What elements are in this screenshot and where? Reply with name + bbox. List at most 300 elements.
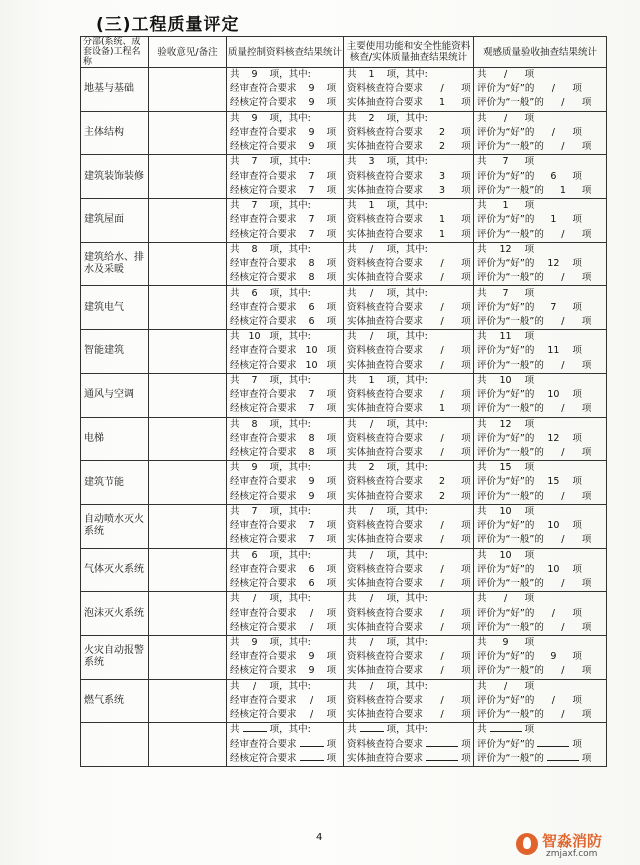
- label: 项: [326, 228, 337, 240]
- label: 项，其中:: [269, 243, 311, 255]
- label: 共: [477, 112, 487, 124]
- value-field: 7: [300, 213, 324, 227]
- label: 项，其中:: [386, 243, 428, 255]
- label: 共: [230, 243, 240, 255]
- value-field: /: [426, 446, 458, 460]
- label: 项: [461, 170, 471, 182]
- project-name-cell: 燃气系统: [81, 679, 149, 723]
- appearance-cell: [474, 461, 607, 505]
- value-field: /: [426, 388, 458, 402]
- label: 项: [581, 272, 592, 284]
- page-number: 4: [316, 832, 323, 843]
- label: 经审查符合要求: [230, 126, 297, 138]
- label: 实体抽查符合要求: [347, 359, 424, 371]
- label: 评价为“一般”的: [477, 665, 544, 677]
- label: 评价为“好”的: [477, 389, 535, 401]
- label: 经审查符合要求: [230, 83, 297, 95]
- label: 项: [461, 258, 471, 269]
- label: 共: [347, 331, 357, 343]
- label: 项: [524, 637, 535, 648]
- value-field: 11: [490, 330, 522, 344]
- value-field: 9: [300, 475, 324, 489]
- value-field: 3: [360, 155, 384, 169]
- value-field: /: [547, 664, 579, 678]
- label: 评价为“好”的: [477, 651, 535, 663]
- label: 项: [461, 228, 471, 240]
- value-field: [547, 760, 579, 761]
- project-name-cell: 地基与基础: [81, 68, 149, 112]
- project-name-cell: 建筑电气: [81, 286, 149, 330]
- label: 经审查符合要求: [230, 694, 297, 706]
- label: 共: [230, 156, 240, 168]
- project-name-cell: 自动喷水灭火系统: [81, 504, 149, 548]
- label: 项，其中:: [386, 462, 428, 474]
- label: 经核定符合要求: [230, 752, 297, 764]
- label: 项: [572, 432, 582, 444]
- label: 资料核查符合要求: [347, 83, 424, 95]
- project-name-cell: 主体结构: [81, 111, 149, 155]
- label: 资料核查符合要求: [347, 126, 424, 138]
- appearance-cell: [474, 286, 607, 330]
- value-field: 1: [426, 228, 458, 242]
- opinion-cell: [149, 373, 227, 417]
- label: 经核定符合要求: [230, 665, 297, 677]
- label: 项: [461, 432, 471, 444]
- value-field: /: [426, 664, 458, 678]
- label: 评价为“好”的: [477, 738, 535, 750]
- label: 经核定符合要求: [230, 184, 297, 196]
- qc-cell: [227, 111, 344, 155]
- label: 项: [461, 126, 471, 138]
- label: 项: [572, 345, 582, 357]
- value-field: 7: [300, 228, 324, 242]
- label: 项: [326, 432, 337, 444]
- value-field: 11: [537, 344, 569, 358]
- label: 评价为“好”的: [477, 258, 535, 269]
- table-row: [81, 111, 607, 155]
- label: 共: [347, 112, 357, 124]
- label: 项: [461, 141, 471, 153]
- label: 共: [477, 69, 487, 81]
- label: 共: [477, 680, 487, 692]
- value-field: 1: [360, 374, 384, 388]
- label: 评价为“一般”的: [477, 752, 544, 764]
- value-field: 10: [300, 344, 324, 358]
- value-field: /: [426, 533, 458, 547]
- label: 项，其中:: [386, 374, 428, 386]
- value-field: 9: [243, 461, 267, 475]
- label: 项: [326, 97, 337, 109]
- label: 项，其中:: [269, 637, 311, 648]
- value-field: 8: [243, 243, 267, 257]
- label: 项: [461, 272, 471, 284]
- label: 项: [326, 651, 337, 663]
- label: 评价为“一般”的: [477, 228, 544, 240]
- label: 项: [326, 258, 337, 269]
- value-field: 1: [426, 402, 458, 416]
- value-field: /: [537, 694, 569, 708]
- label: 实体抽查符合要求: [347, 534, 424, 546]
- label: 项: [461, 534, 471, 546]
- value-field: /: [300, 708, 324, 722]
- qc-cell: [227, 417, 344, 461]
- value-field: /: [360, 636, 384, 650]
- function-cell: [344, 504, 474, 548]
- label: 项: [326, 476, 337, 488]
- label: 经核定符合要求: [230, 97, 297, 109]
- label: 实体抽查符合要求: [347, 141, 424, 153]
- label: 经核定符合要求: [230, 446, 297, 458]
- value-field: /: [547, 446, 579, 460]
- label: 项，其中:: [269, 593, 311, 605]
- label: 共: [230, 331, 240, 343]
- label: 项: [326, 446, 337, 458]
- label: 共: [477, 374, 487, 386]
- value-field: /: [426, 708, 458, 722]
- watermark-name: 智淼消防: [542, 832, 603, 850]
- appearance-cell: [474, 548, 607, 592]
- label: 项: [581, 446, 592, 458]
- opinion-cell: [149, 286, 227, 330]
- label: 评价为“一般”的: [477, 709, 544, 721]
- label: 项: [326, 578, 337, 589]
- label: 项: [326, 665, 337, 677]
- label: 资料核查符合要求: [347, 301, 424, 313]
- label: 实体抽查符合要求: [347, 403, 424, 415]
- label: 项，其中:: [269, 462, 311, 474]
- label: 实体抽查符合要求: [347, 709, 424, 721]
- label: 共: [230, 637, 240, 648]
- value-field: /: [426, 257, 458, 271]
- value-field: 10: [490, 374, 522, 388]
- label: 评价为“一般”的: [477, 621, 544, 633]
- label: 项: [572, 563, 582, 575]
- label: 项: [461, 476, 471, 488]
- opinion-cell: [149, 635, 227, 679]
- value-field: 1: [537, 213, 569, 227]
- appearance-cell: [474, 199, 607, 243]
- table-row: [81, 504, 607, 548]
- value-field: 12: [490, 243, 522, 257]
- label: 实体抽查符合要求: [347, 752, 424, 764]
- value-field: /: [300, 607, 324, 621]
- label: 共: [477, 549, 487, 561]
- label: 资料核查符合要求: [347, 476, 424, 488]
- table-row: [81, 68, 607, 112]
- opinion-cell: [149, 155, 227, 199]
- label: 项: [326, 141, 337, 153]
- value-field: 9: [300, 140, 324, 154]
- label: 评价为“好”的: [477, 476, 535, 488]
- value-field: /: [360, 418, 384, 432]
- label: 经审查符合要求: [230, 520, 297, 532]
- value-field: /: [547, 708, 579, 722]
- label: 经审查符合要求: [230, 563, 297, 575]
- label: 项，其中:: [269, 680, 311, 692]
- label: 项: [461, 709, 471, 721]
- label: 共: [230, 287, 240, 299]
- function-cell: [344, 592, 474, 636]
- value-field: /: [547, 271, 579, 285]
- opinion-cell: [149, 111, 227, 155]
- label: 实体抽查符合要求: [347, 315, 424, 327]
- value-field: /: [360, 592, 384, 606]
- qc-cell: [227, 286, 344, 330]
- value-field: /: [547, 359, 579, 373]
- value-field: 7: [243, 505, 267, 519]
- label: 项: [461, 665, 471, 677]
- value-field: /: [426, 519, 458, 533]
- label: 项: [524, 593, 535, 605]
- value-field: 1: [547, 184, 579, 198]
- label: 项: [326, 345, 337, 357]
- label: 项: [524, 200, 535, 212]
- value-field: 3: [426, 170, 458, 184]
- label: 项，其中:: [269, 112, 311, 124]
- label: 资料核查符合要求: [347, 563, 424, 575]
- label: 实体抽查符合要求: [347, 578, 424, 589]
- label: 共: [347, 637, 357, 648]
- opinion-cell: [149, 199, 227, 243]
- label: 经审查符合要求: [230, 738, 297, 750]
- label: 实体抽查符合要求: [347, 446, 424, 458]
- value-field: /: [426, 650, 458, 664]
- label: 共: [477, 637, 487, 648]
- label: 项，其中:: [386, 112, 428, 124]
- opinion-cell: [149, 592, 227, 636]
- label: 项: [461, 738, 471, 750]
- label: 评价为“一般”的: [477, 141, 544, 153]
- label: 共: [347, 593, 357, 605]
- value-field: 7: [537, 301, 569, 315]
- function-cell: [344, 373, 474, 417]
- label: 项，其中:: [269, 374, 311, 386]
- value-field: 6: [537, 170, 569, 184]
- section-title: (三)工程质量评定: [96, 15, 240, 35]
- appearance-cell: [474, 417, 607, 461]
- value-field: 6: [300, 577, 324, 591]
- label: 评价为“一般”的: [477, 403, 544, 415]
- qc-cell: [227, 592, 344, 636]
- opinion-cell: [149, 461, 227, 505]
- label: 项: [461, 389, 471, 401]
- label: 实体抽查符合要求: [347, 272, 424, 284]
- label: 共: [347, 680, 357, 692]
- value-field: 7: [490, 155, 522, 169]
- qc-cell: [227, 68, 344, 112]
- value-field: [537, 746, 569, 747]
- label: 项: [524, 724, 535, 736]
- label: 经审查符合要求: [230, 345, 297, 357]
- value-field: 15: [490, 461, 522, 475]
- label: 项: [461, 315, 471, 327]
- label: 项，其中:: [269, 724, 311, 736]
- label: 评价为“好”的: [477, 170, 535, 182]
- label: 项，其中:: [386, 331, 428, 343]
- label: 评价为“一般”的: [477, 315, 544, 327]
- label: 项，其中:: [386, 549, 428, 561]
- qc-cell: [227, 679, 344, 723]
- value-field: 10: [490, 549, 522, 563]
- value-field: 10: [537, 519, 569, 533]
- value-field: /: [426, 359, 458, 373]
- value-field: 7: [300, 533, 324, 547]
- value-field: 9: [243, 636, 267, 650]
- value-field: 10: [537, 388, 569, 402]
- project-name-cell: 气体灭火系统: [81, 548, 149, 592]
- value-field: [490, 731, 522, 732]
- label: 共: [230, 200, 240, 212]
- label: 项: [461, 83, 471, 95]
- label: 共: [477, 505, 487, 517]
- value-field: 8: [243, 418, 267, 432]
- label: 实体抽查符合要求: [347, 97, 424, 109]
- table-row: [81, 199, 607, 243]
- function-cell: [344, 242, 474, 286]
- label: 资料核查符合要求: [347, 214, 424, 226]
- value-field: /: [243, 592, 267, 606]
- value-field: 7: [243, 199, 267, 213]
- value-field: 10: [537, 563, 569, 577]
- project-name-cell: 泡沫灭火系统: [81, 592, 149, 636]
- label: 项，其中:: [269, 549, 311, 561]
- project-name-cell: 建筑给水、排水及采暖: [81, 242, 149, 286]
- value-field: /: [537, 126, 569, 140]
- value-field: 2: [360, 112, 384, 126]
- label: 项: [326, 389, 337, 401]
- label: 项: [326, 621, 337, 633]
- label: 项: [326, 563, 337, 575]
- label: 资料核查符合要求: [347, 607, 424, 619]
- label: 评价为“一般”的: [477, 578, 544, 589]
- label: 经核定符合要求: [230, 490, 297, 502]
- value-field: 6: [300, 301, 324, 315]
- label: 项: [326, 694, 337, 706]
- value-field: /: [360, 243, 384, 257]
- quality-assessment-table: [80, 36, 607, 767]
- label: 项: [326, 214, 337, 226]
- value-field: 7: [490, 287, 522, 301]
- label: 项: [524, 680, 535, 692]
- label: 项，其中:: [269, 505, 311, 517]
- value-field: 2: [426, 126, 458, 140]
- opinion-cell: [149, 679, 227, 723]
- qc-cell: [227, 373, 344, 417]
- value-field: 9: [300, 126, 324, 140]
- label: 资料核查符合要求: [347, 389, 424, 401]
- value-field: 2: [426, 475, 458, 489]
- label: 共: [230, 418, 240, 430]
- value-field: /: [426, 432, 458, 446]
- label: 项: [524, 418, 535, 430]
- opinion-cell: [149, 68, 227, 112]
- value-field: 6: [300, 563, 324, 577]
- value-field: /: [547, 490, 579, 504]
- function-cell: [344, 286, 474, 330]
- table-row: [81, 242, 607, 286]
- label: 项: [461, 578, 471, 589]
- value-field: /: [547, 315, 579, 329]
- value-field: 1: [360, 68, 384, 82]
- label: 项: [461, 214, 471, 226]
- label: 项，其中:: [386, 680, 428, 692]
- value-field: 3: [426, 184, 458, 198]
- label: 项: [461, 607, 471, 619]
- table-row: [81, 679, 607, 723]
- label: 资料核查符合要求: [347, 738, 424, 750]
- appearance-cell: [474, 592, 607, 636]
- value-field: 7: [300, 519, 324, 533]
- value-field: /: [426, 607, 458, 621]
- label: 共: [477, 418, 487, 430]
- appearance-cell: [474, 504, 607, 548]
- label: 项，其中:: [269, 287, 311, 299]
- function-cell: [344, 199, 474, 243]
- label: 项: [461, 621, 471, 633]
- label: 经审查符合要求: [230, 432, 297, 444]
- function-cell: [344, 679, 474, 723]
- value-field: /: [547, 140, 579, 154]
- opinion-cell: [149, 417, 227, 461]
- label: 项: [461, 345, 471, 357]
- label: 项，其中:: [386, 593, 428, 605]
- value-field: [300, 760, 324, 761]
- label: 项: [572, 607, 582, 619]
- label: 项: [581, 490, 592, 502]
- label: 评价为“好”的: [477, 214, 535, 226]
- label: 评价为“好”的: [477, 607, 535, 619]
- label: 评价为“好”的: [477, 301, 535, 313]
- value-field: [426, 760, 458, 761]
- label: 经审查符合要求: [230, 651, 297, 663]
- value-field: /: [426, 621, 458, 635]
- label: 共: [347, 156, 357, 168]
- label: 项: [461, 694, 471, 706]
- label: 项，其中:: [269, 418, 311, 430]
- value-field: /: [243, 680, 267, 694]
- label: 共: [230, 724, 240, 736]
- label: 评价为“一般”的: [477, 446, 544, 458]
- value-field: 7: [243, 155, 267, 169]
- value-field: 6: [243, 287, 267, 301]
- label: 共: [347, 724, 357, 736]
- label: 共: [477, 462, 487, 474]
- value-field: 1: [426, 96, 458, 110]
- label: 项: [326, 534, 337, 546]
- label: 项: [524, 505, 535, 517]
- value-field: 12: [490, 418, 522, 432]
- value-field: [243, 731, 267, 732]
- project-name-cell: 电梯: [81, 417, 149, 461]
- label: 项: [326, 607, 337, 619]
- label: 评价为“好”的: [477, 345, 535, 357]
- qc-cell: [227, 504, 344, 548]
- label: 项，其中:: [386, 69, 428, 81]
- value-field: [426, 746, 458, 747]
- label: 经审查符合要求: [230, 170, 297, 182]
- label: 共: [230, 374, 240, 386]
- label: 项: [581, 315, 592, 327]
- qc-cell: [227, 199, 344, 243]
- value-field: 2: [426, 140, 458, 154]
- value-field: /: [490, 68, 522, 82]
- label: 资料核查符合要求: [347, 432, 424, 444]
- value-field: /: [426, 271, 458, 285]
- label: 项: [572, 389, 582, 401]
- label: 经审查符合要求: [230, 389, 297, 401]
- appearance-cell: [474, 242, 607, 286]
- label: 资料核查符合要求: [347, 258, 424, 269]
